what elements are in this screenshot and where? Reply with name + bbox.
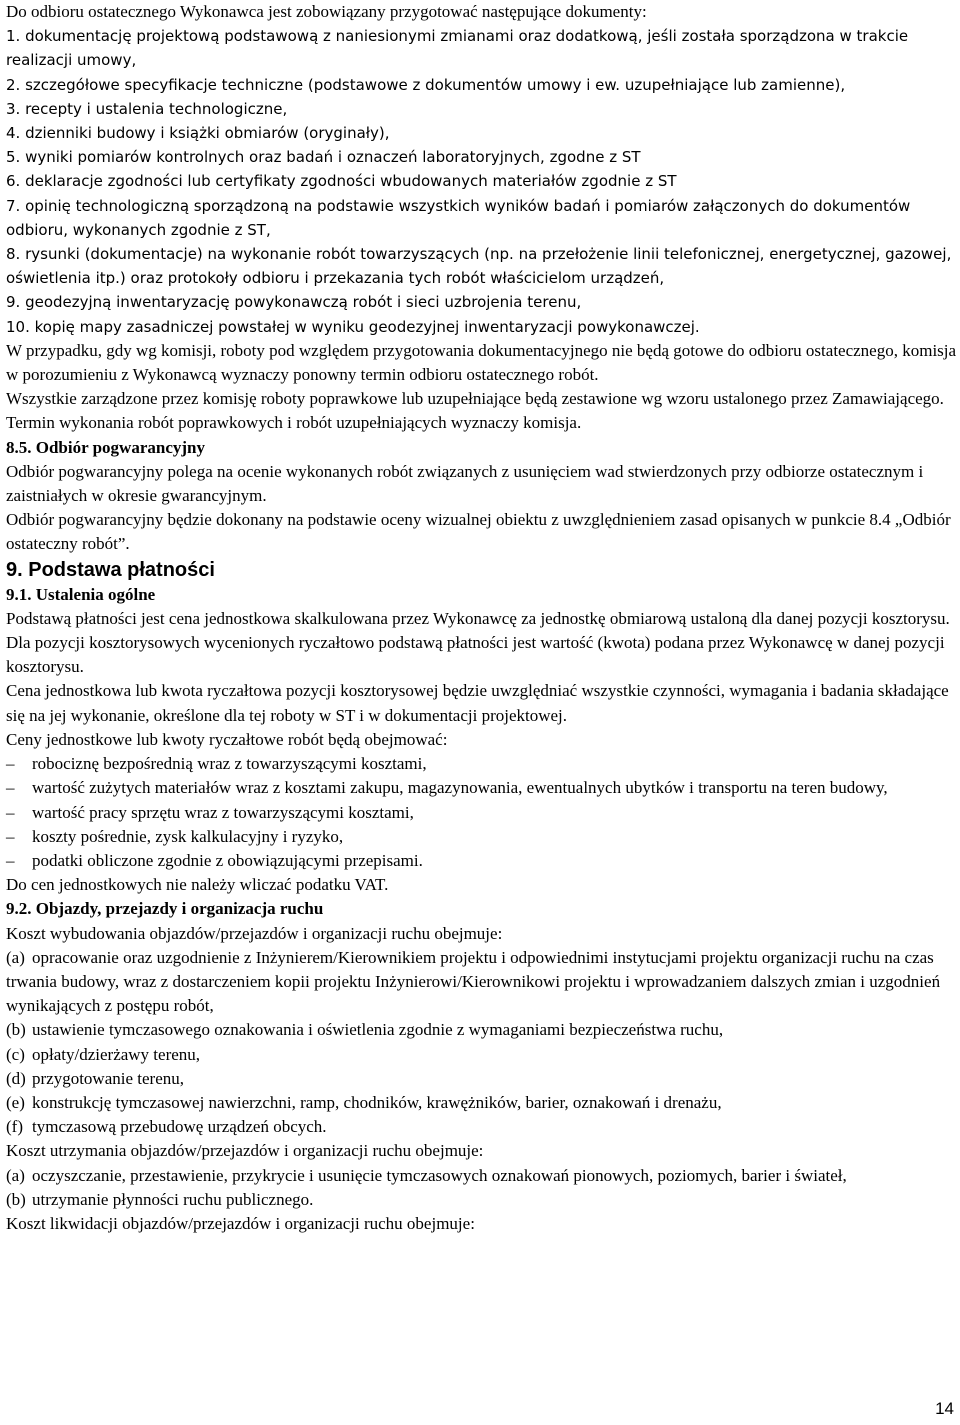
list-item-text: wartość zużytych materiałów wraz z kosztami zakupu, magazynowania, ewentualnych ubytków i transportu na teren budowy, [32, 778, 888, 798]
maintenance-cost-intro: Koszt utrzymania objazdów/przejazdów i organizacji ruchu obejmuje: [6, 1141, 484, 1161]
item-label: (f) [6, 1117, 23, 1137]
list-item [6, 1164, 958, 1188]
item-label: (b) [6, 1020, 26, 1040]
paragraph-corrections: Wszystkie zarządzone przez komisję roboty poprawkowe lub uzupełniające będą zestawione wg wzoru ustalonego przez Zamawiającego. [6, 389, 944, 409]
dash-glyph: – [6, 778, 15, 798]
list-item-text: przygotowanie terenu, [32, 1068, 184, 1088]
list-item: 2. szczegółowe specyfikacje techniczne (podstawowe z dokumentów umowy i ew. uzupełniające lub zamienne), [6, 75, 846, 94]
maintenance-cost-list [6, 1164, 958, 1212]
list-item-text: podatki obliczone zgodnie z obowiązującymi przepisami. [32, 850, 423, 870]
list-item: 8. rysunki (dokumentacje) na wykonanie robót towarzyszących (np. na przełożenie linii telefonicznej, energetycznej, gazowej, oświetlenia itp.) oraz protokoły odbioru i przekazania tych robót właścicielom urządzeń, [6, 245, 952, 288]
liquidation-cost-intro: Koszt likwidacji objazdów/przejazdów i organizacji ruchu obejmuje: [6, 1213, 475, 1233]
list-item [6, 1115, 958, 1139]
list-item-text: ustawienie tymczasowego oznakowania i oświetlenia zgodnie z wymaganiami bezpieczeństwa ruchu, [32, 1020, 724, 1040]
list-item [6, 849, 958, 873]
final-acceptance-intro: Do odbioru ostatecznego Wykonawca jest zobowiązany przygotować następujące dokumenty: [6, 2, 647, 21]
page-number: 14 [935, 1399, 954, 1418]
paragraph-9-1-b: Dla pozycji kosztorysowych wycenionych ryczałtowo podstawą płatności jest wartość (kwota) podana przez Wykonawcę w danej pozycji kosztorysu. [6, 633, 945, 677]
item-label: (a) [6, 1165, 25, 1185]
required-documents-list [6, 24, 958, 339]
list-item [6, 825, 958, 849]
paragraph-8-5-a: Odbiór pogwarancyjny polega na ocenie wykonanych robót związanych z usunięciem wad stwierdzonych przy odbiorze ostatecznym i zaistniałych w okresie gwarancyjnym. [6, 461, 924, 506]
list-item: 6. deklaracje zgodności lub certyfikaty zgodności wbudowanych materiałów zgodnie z ST [6, 172, 677, 191]
list-item-text: utrzymanie płynności ruchu publicznego. [32, 1189, 314, 1209]
heading-8-5: 8.5. Odbiór pogwarancyjny [6, 437, 205, 457]
list-item-text: konstrukcję tymczasowej nawierzchni, ramp, chodników, krawężników, barier, oznakowań i drenażu, [32, 1092, 722, 1112]
document-page [6, 0, 958, 1236]
list-item-text: oczyszczanie, przestawienie, przykrycie i usunięcie tymczasowych oznakowań pionowych, poziomych, barier i świateł, [32, 1165, 847, 1185]
list-item-text: opłaty/dzierżawy terenu, [32, 1044, 201, 1064]
list-item-text: opracowanie oraz uzgodnienie z Inżynierem/Kierownikiem projektu i odpowiednimi instytucjami projektu organizacji ruchu na czas trwania budowy, wraz z dostarczeniem kopii projektu Inżynierowi/Kierownikowi projektu i wprowadzaniem dalszych zmian i uzgodnień wynikających z postępu robót, [6, 947, 941, 1016]
paragraph-9-1-d: Ceny jednostkowe lub kwoty ryczałtowe robót będą obejmować: [6, 729, 448, 749]
item-label: (b) [6, 1189, 26, 1209]
list-item: 10. kopię mapy zasadniczej powstałej w wyniku geodezyjnej inwentaryzacji powykonawczej. [6, 317, 700, 336]
list-item [6, 776, 958, 800]
item-label: (a) [6, 947, 25, 967]
item-label: (e) [6, 1092, 25, 1112]
list-item: 4. dzienniki budowy i książki obmiarów (oryginały), [6, 124, 390, 143]
paragraph-9-1-a: Podstawą płatności jest cena jednostkowa skalkulowana przez Wykonawcę za jednostkę obmiarową ustaloną dla danej pozycji kosztorysu. [6, 608, 950, 628]
item-label: (d) [6, 1068, 26, 1088]
list-item: 1. dokumentację projektową podstawową z naniesionymi zmianami oraz dodatkową, jeśli została sporządzona w trakcie realizacji umowy, [6, 27, 909, 70]
paragraph-vat: Do cen jednostkowych nie należy wliczać podatku VAT. [6, 875, 389, 895]
dash-glyph: – [6, 802, 15, 822]
build-cost-intro: Koszt wybudowania objazdów/przejazdów i organizacji ruchu obejmuje: [6, 923, 503, 943]
heading-9-2: 9.2. Objazdy, przejazdy i organizacja ruchu [6, 899, 324, 919]
dash-glyph: – [6, 754, 15, 774]
list-item [6, 1043, 958, 1067]
list-item [6, 752, 958, 776]
list-item: 9. geodezyjną inwentaryzację powykonawczą robót i sieci uzbrojenia terenu, [6, 293, 582, 312]
list-item: 3. recepty i ustalenia technologiczne, [6, 99, 288, 118]
list-item-text: robociznę bezpośrednią wraz z towarzyszącymi kosztami, [32, 754, 427, 774]
list-item: 7. opinię technologiczną sporządzoną na podstawie wszystkich wyników badań i pomiarów załączonych do dokumentów odbioru, wykonanych zgodnie z ST, [6, 196, 911, 239]
build-cost-list [6, 946, 958, 1140]
list-item-text: wartość pracy sprzętu wraz z towarzyszącymi kosztami, [32, 802, 414, 822]
list-item [6, 1188, 958, 1212]
list-item [6, 946, 958, 1019]
dash-glyph: – [6, 850, 15, 870]
paragraph-9-1-c: Cena jednostkowa lub kwota ryczałtowa pozycji kosztorysowej będzie uwzględniać wszystkie czynności, wymagania i badania składające się na jej wykonanie, określone dla tej roboty w ST i w dokumentacji projektowej. [6, 681, 949, 725]
list-item-text: tymczasową przebudowę urządzeń obcych. [32, 1117, 327, 1137]
list-item [6, 1091, 958, 1115]
list-item [6, 801, 958, 825]
list-item-text: koszty pośrednie, zysk kalkulacyjny i ryzyko, [32, 826, 344, 846]
list-item [6, 1018, 958, 1042]
heading-9: 9. Podstawa płatności [6, 558, 215, 581]
cost-components-list [6, 752, 958, 873]
list-item [6, 1067, 958, 1091]
list-item: 5. wyniki pomiarów kontrolnych oraz badań i oznaczeń laboratoryjnych, zgodne z ST [6, 148, 641, 167]
dash-glyph: – [6, 826, 15, 846]
paragraph-8-5-b: Odbiór pogwarancyjny będzie dokonany na podstawie oceny wizualnej obiektu z uwzględnieniem zasad opisanych w punkcie 8.4 „Odbiór ostateczny robót”. [6, 510, 951, 554]
paragraph-deadline: Termin wykonania robót poprawkowych i robót uzupełniających wyznaczy komisja. [6, 413, 582, 433]
heading-9-1: 9.1. Ustalenia ogólne [6, 584, 156, 604]
paragraph-not-ready: W przypadku, gdy wg komisji, roboty pod względem przygotowania dokumentacyjnego nie będą gotowe do odbioru ostatecznego, komisja w porozumieniu z Wykonawcą wyznaczy ponowny termin odbioru ostatecznego robót. [6, 340, 957, 385]
item-label: (c) [6, 1044, 25, 1064]
